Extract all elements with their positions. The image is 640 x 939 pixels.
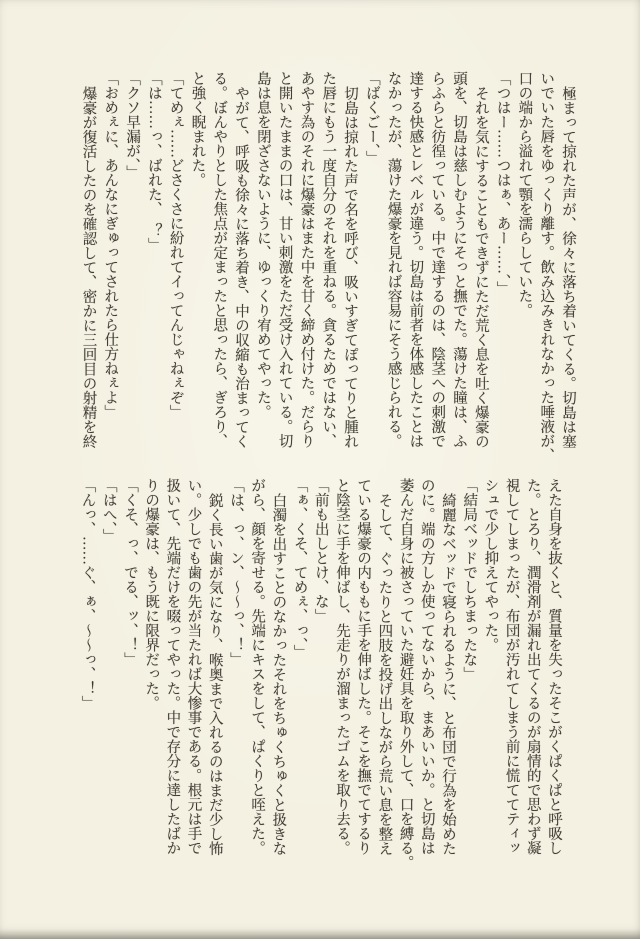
text-line: 鋭く長い歯が気になり、喉奥まで入れるのはまだ少し怖 [206, 492, 223, 855]
scan-edge-shadow [0, 929, 640, 939]
text-line: た唇にもう一度自分のそれを重ねる。貪るためではない、 [320, 71, 337, 448]
text-line: と陰茎に手を伸ばし、先走りが溜まったゴムを取り去る。 [333, 478, 350, 855]
text-line: た。とろり、潤滑剤が漏れ出てくるのが扇情的で思わず凝 [524, 478, 541, 855]
text-line: 萎んだ自身に被さっていた避妊具を取り外して、口を縛る。 [397, 478, 414, 870]
text-line: なかったが、蕩けた爆豪を見れば容易にそう感じられる。 [385, 71, 402, 448]
text-line: がら、顔を寄せる。先端にキスをして、ぱくりと咥えた。 [249, 478, 266, 855]
text-line: あやす為のそれに爆豪はまた中を甘く締め付けた。だらり [298, 71, 315, 448]
text-line: 「はへ、」 [100, 478, 117, 544]
text-block-upper [77, 71, 578, 475]
text-line: 「んっ、……ぐ、ぁ、～～っ、！」 [79, 478, 96, 710]
text-line: 「ばくごー、」 [363, 71, 380, 166]
text-line: 極まって掠れた声が、徐々に落ち着いてくる。切島は塞 [560, 85, 576, 448]
text-line: やがて、呼吸も徐々に落ち着き、中の収縮も治まってく [233, 85, 250, 448]
text-line: えた自身を抜くと、質量を失ったそこがくぱくぱと呼吸し [546, 478, 562, 855]
text-line: 切島は掠れた声で名を呼び、吸いすぎてぽってりと腫れ [342, 85, 359, 448]
text-line: 「くそ、っ、でる、ッ、！」 [121, 478, 138, 667]
text-line: 視してしまったが、布団が汚れてしまう前に慌ててティッ [503, 478, 520, 855]
text-line: 島は息を閉ざさないように、ゆっくり宥めてやった。 [254, 71, 271, 419]
text-line: 綺麗なベッドで寝られるように、と布団で行為を始めた [439, 492, 456, 855]
text-line: 口の端から溢れて顎を濡らしていた。 [516, 71, 533, 318]
text-line: りの爆豪は、もう既に限界だった。 [143, 478, 160, 710]
text-line: それを気にすることもできずにただ荒く息を吐く爆豪の [472, 85, 489, 448]
text-line: らふらと彷徨っている。中で達するのは、陰茎への刺激で [429, 71, 446, 448]
text-line: そして、ぐったりと四肢を投げ出しながら荒い息を整え [376, 492, 393, 855]
text-line: 「てめぇ……どさくさに紛れてイってんじゃねぇぞ」 [167, 71, 184, 419]
text-block-lower [76, 478, 564, 882]
text-line: のに。端の方しか使ってないから、まあいいか。と切島は [418, 478, 435, 855]
text-line: る。ぼんやりとした焦点が定まったと思ったら、ぎろり、 [211, 71, 228, 448]
text-line: と強く睨まれた。 [189, 71, 206, 187]
text-line: ている爆豪の内ももに手を伸ばした。そこを撫でてするり [355, 478, 372, 855]
text-line: 「クソ早漏が、」 [124, 71, 141, 180]
text-line: 「おめぇに、あんなにぎゅってされたら仕方ねぇよ」 [102, 71, 119, 419]
text-line: 頭を、切島は慈しむようにそっと撫でた。蕩けた瞳は、ふ [451, 71, 468, 448]
text-line: 「は……っ、ばれた、 ？」 [145, 71, 162, 253]
text-line: 扱いて、先端だけを啜ってやった。中で存分に達したばか [164, 478, 181, 855]
text-line: 「つはー……つはぁ、あー……、」 [494, 71, 511, 296]
text-line: 「ぁ、くそ、てめぇ、っ、」 [291, 478, 308, 660]
text-line: い。少しでも歯の先が当たれば大惨事である。根元は手で [185, 478, 202, 855]
text-line: 「は、っ、ン、～～っ、！」 [227, 478, 244, 667]
text-line: 達する快感とレベルが違う。切島は前者を体感したことは [407, 71, 424, 448]
text-line: いでいた唇をゆっくり離す。飲み込みきれなかった唾液が、 [538, 71, 555, 463]
text-line: 「前も出しとけ、な」 [312, 478, 329, 623]
text-line: 白濁を出すことのなかったそれをちゅくちゅくと扱きな [270, 492, 287, 855]
text-line: 爆豪が復活したのを確認して、密かに三回目の射精を終 [80, 85, 97, 448]
text-line: 「結局ベッドでしちまったな」 [461, 478, 478, 681]
text-line: シュで少し抑えてやった。 [482, 478, 499, 652]
text-line: と開いたままの口は、甘い刺激をただ受け入れている。切 [276, 71, 293, 448]
